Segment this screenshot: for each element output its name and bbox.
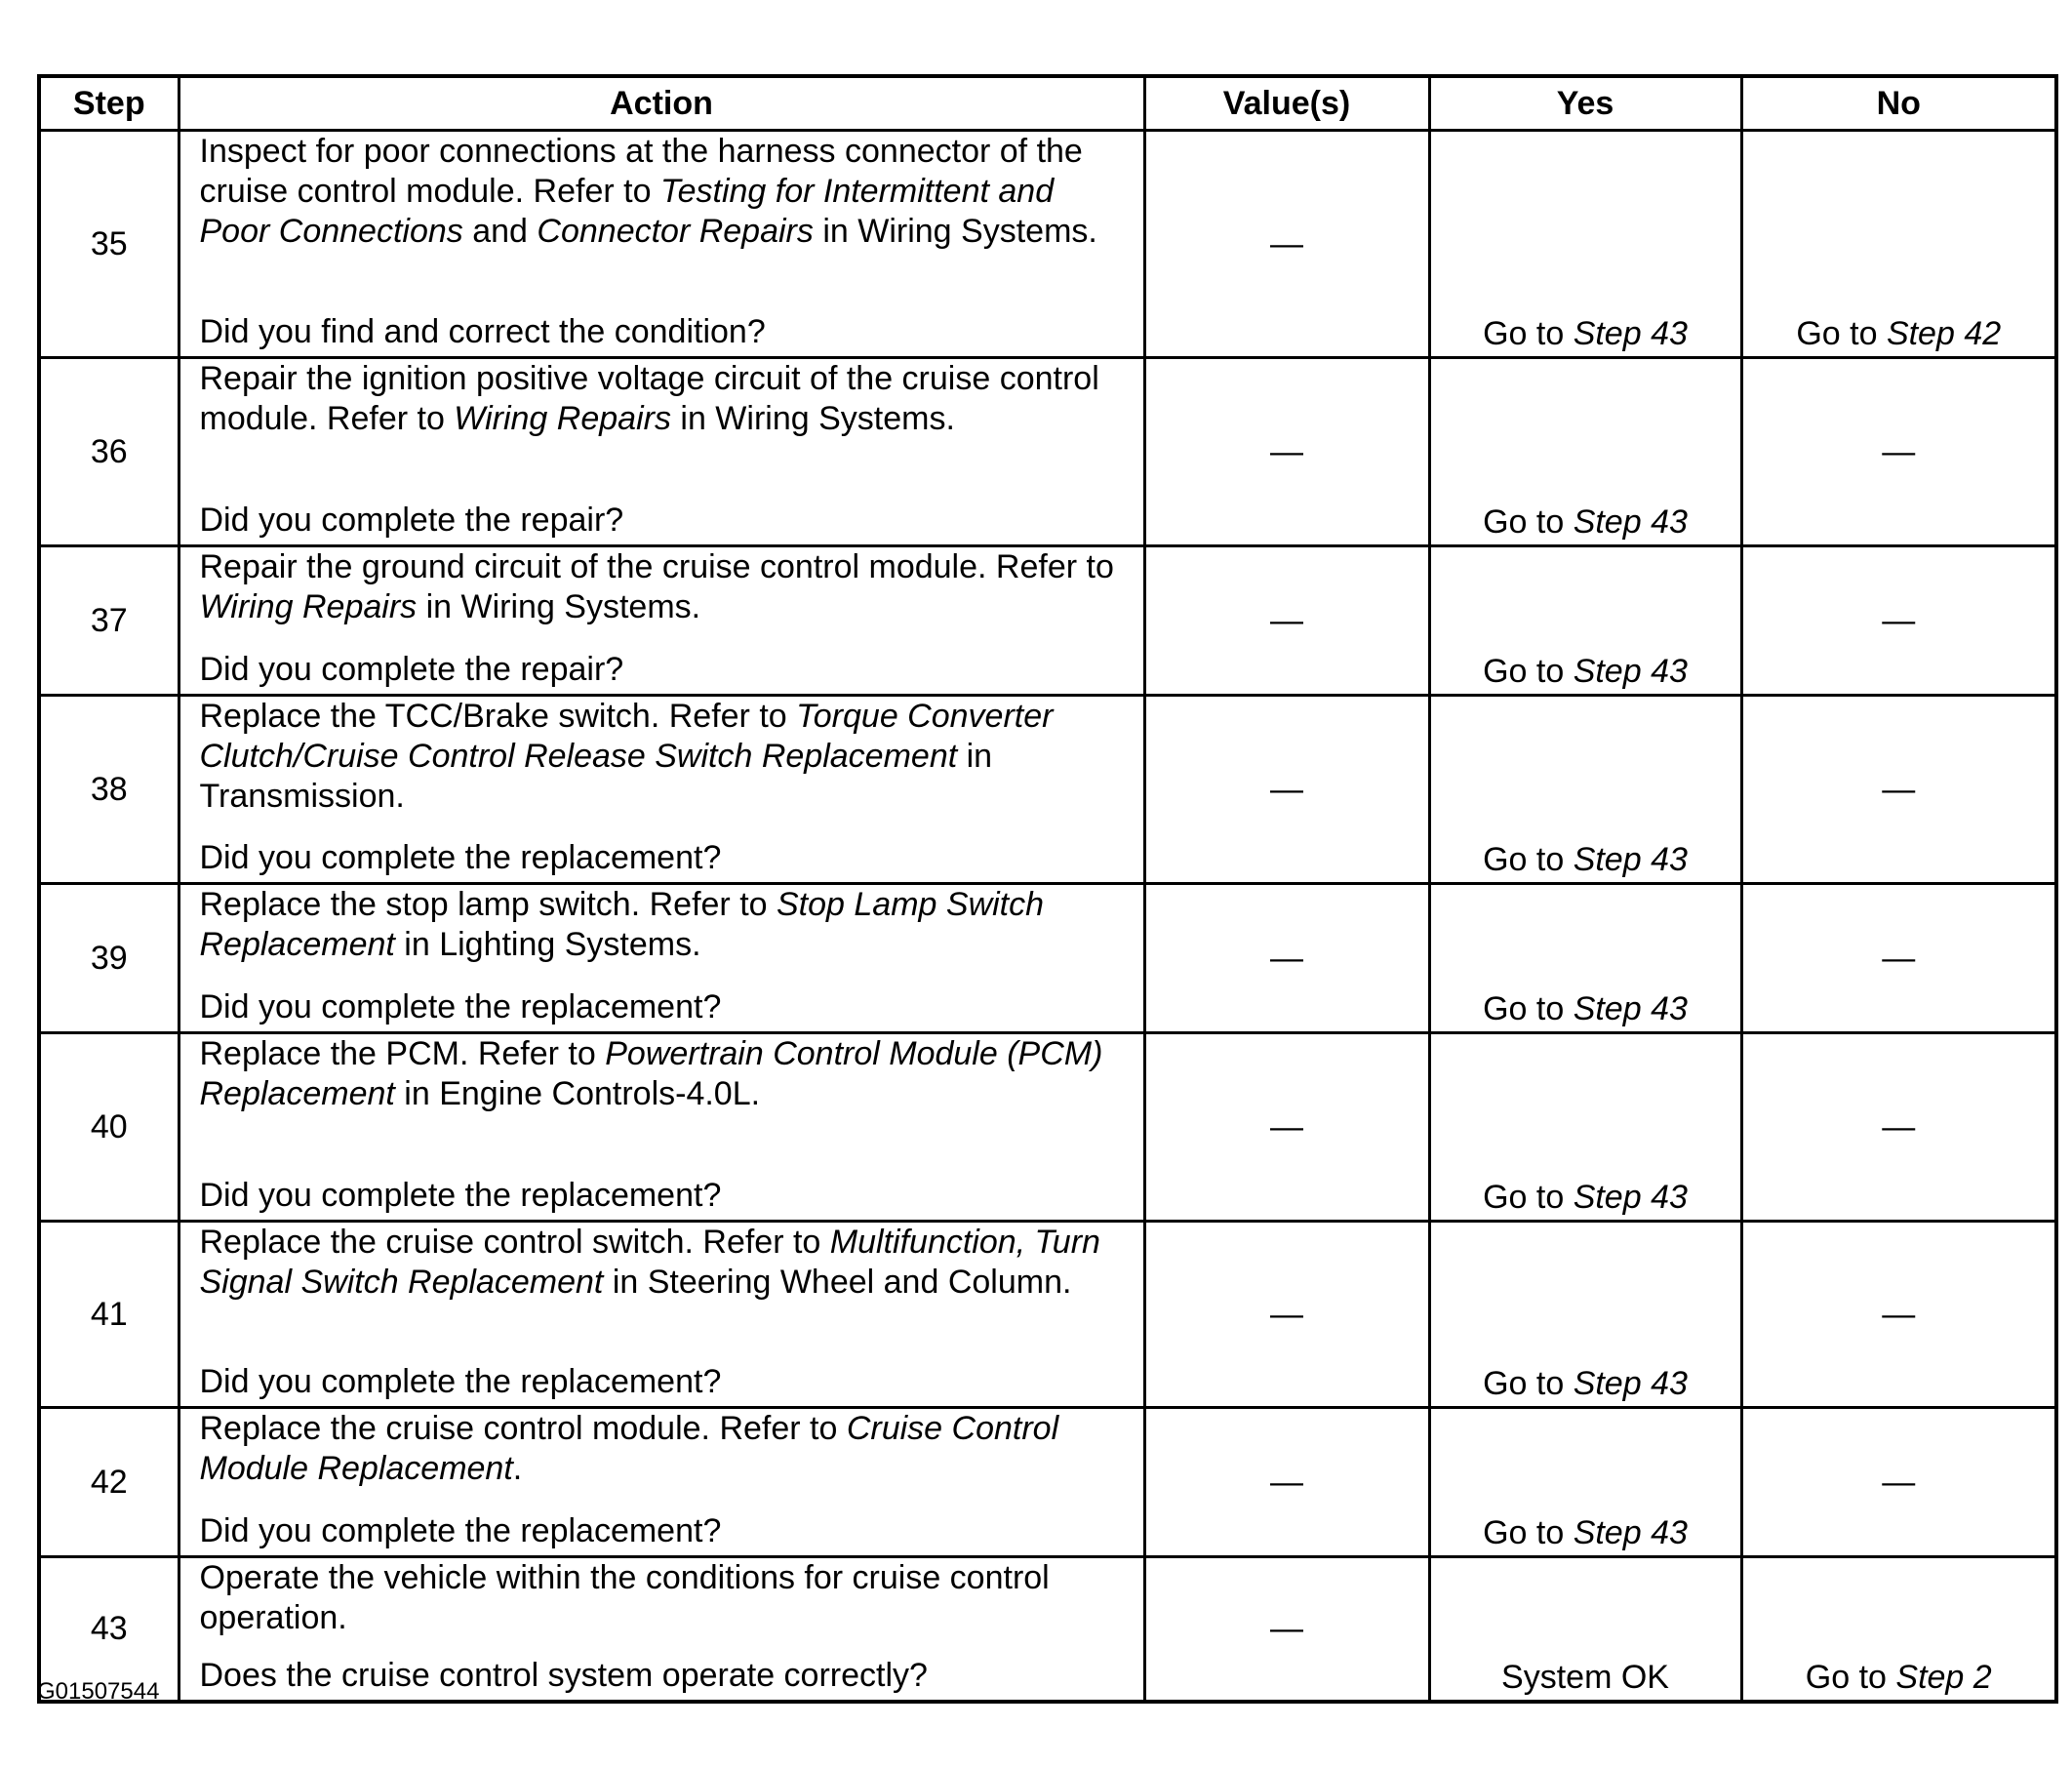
action-cell — [179, 696, 1144, 884]
value-cell: — — [1144, 1033, 1429, 1222]
no-cell: — — [1741, 884, 2056, 1033]
action-cell — [179, 546, 1144, 696]
step-number: 37 — [39, 546, 179, 696]
action-question: Did you complete the replacement? — [199, 1177, 722, 1214]
action-cell — [179, 1557, 1144, 1703]
step-number: 42 — [39, 1408, 179, 1557]
header-values: Value(s) — [1144, 76, 1429, 131]
header-action: Action — [179, 76, 1144, 131]
table-row — [39, 546, 2056, 696]
value-cell: — — [1144, 358, 1429, 546]
no-cell: — — [1741, 1222, 2056, 1408]
table-header — [39, 76, 2056, 131]
header-yes: Yes — [1429, 76, 1741, 131]
value-cell: — — [1144, 546, 1429, 696]
action-cell — [179, 358, 1144, 546]
no-cell: — — [1741, 546, 2056, 696]
action-question: Did you complete the replacement? — [199, 1363, 722, 1400]
action-cell — [179, 1033, 1144, 1222]
table-row — [39, 1557, 2056, 1703]
step-number: 39 — [39, 884, 179, 1033]
header-no: No — [1741, 76, 2056, 131]
diagnostic-table — [37, 74, 2058, 1704]
value-cell: — — [1144, 1408, 1429, 1557]
yes-cell: Go to Step 43 — [1429, 1408, 1741, 1557]
no-cell: Go to Step 42 — [1741, 131, 2056, 358]
value-cell: — — [1144, 884, 1429, 1033]
action-question: Does the cruise control system operate correctly? — [199, 1657, 928, 1694]
yes-cell: Go to Step 43 — [1429, 696, 1741, 884]
table-row — [39, 131, 2056, 358]
header-step: Step — [39, 76, 179, 131]
action-cell — [179, 884, 1144, 1033]
action-text: Repair the ground circuit of the cruise control module. Refer to Wiring Repairs in Wiring Systems. — [199, 548, 1114, 625]
yes-cell: System OK — [1429, 1557, 1741, 1703]
yes-cell: Go to Step 43 — [1429, 884, 1741, 1033]
table-row — [39, 696, 2056, 884]
action-question: Did you complete the repair? — [199, 502, 624, 539]
action-text: Replace the stop lamp switch. Refer to Stop Lamp Switch Replacement in Lighting Systems. — [199, 886, 1045, 963]
action-question: Did you complete the replacement? — [199, 1512, 722, 1549]
yes-cell: Go to Step 43 — [1429, 1222, 1741, 1408]
no-cell: — — [1741, 1408, 2056, 1557]
action-cell — [179, 1222, 1144, 1408]
step-number: 35 — [39, 131, 179, 358]
action-cell — [179, 131, 1144, 358]
value-cell: — — [1144, 1557, 1429, 1703]
table-row — [39, 1033, 2056, 1222]
table-row — [39, 884, 2056, 1033]
yes-cell: Go to Step 43 — [1429, 131, 1741, 358]
action-text: Replace the TCC/Brake switch. Refer to Torque Converter Clutch/Cruise Control Release Switch Replacement in Transmission. — [199, 698, 1054, 815]
value-cell: — — [1144, 131, 1429, 358]
action-text: Replace the cruise control switch. Refer to Multifunction, Turn Signal Switch Replacement in Steering Wheel and Column. — [199, 1224, 1100, 1301]
no-cell: — — [1741, 1033, 2056, 1222]
action-question: Did you complete the replacement? — [199, 988, 722, 1025]
figure-id: G01507544 — [37, 1678, 160, 1705]
no-cell: — — [1741, 358, 2056, 546]
value-cell: — — [1144, 696, 1429, 884]
no-cell: — — [1741, 696, 2056, 884]
header-row — [39, 76, 2056, 131]
step-number: 40 — [39, 1033, 179, 1222]
yes-cell: Go to Step 43 — [1429, 1033, 1741, 1222]
step-number: 43 — [39, 1557, 179, 1703]
action-question: Did you complete the replacement? — [199, 839, 722, 876]
table-row — [39, 358, 2056, 546]
table-body — [39, 131, 2056, 1703]
action-question: Did you find and correct the condition? — [199, 313, 766, 350]
step-number: 41 — [39, 1222, 179, 1408]
step-number: 36 — [39, 358, 179, 546]
action-cell — [179, 1408, 1144, 1557]
action-text: Replace the PCM. Refer to Powertrain Control Module (PCM) Replacement in Engine Controls-4.0L. — [199, 1035, 1103, 1112]
action-text: Repair the ignition positive voltage circuit of the cruise control module. Refer to Wiring Repairs in Wiring Systems. — [199, 360, 1099, 437]
yes-cell: Go to Step 43 — [1429, 358, 1741, 546]
table-row — [39, 1408, 2056, 1557]
action-text: Operate the vehicle within the conditions for cruise control operation. — [199, 1559, 1050, 1636]
action-text: Replace the cruise control module. Refer to Cruise Control Module Replacement. — [199, 1410, 1059, 1487]
action-text: Inspect for poor connections at the harness connector of the cruise control module. Refer to Testing for Intermittent and Poor Connections and Connector Repairs in Wiring Systems. — [199, 133, 1097, 250]
action-question: Did you complete the repair? — [199, 651, 624, 688]
table-row — [39, 1222, 2056, 1408]
value-cell: — — [1144, 1222, 1429, 1408]
no-cell: Go to Step 2 — [1741, 1557, 2056, 1703]
yes-cell: Go to Step 43 — [1429, 546, 1741, 696]
step-number: 38 — [39, 696, 179, 884]
